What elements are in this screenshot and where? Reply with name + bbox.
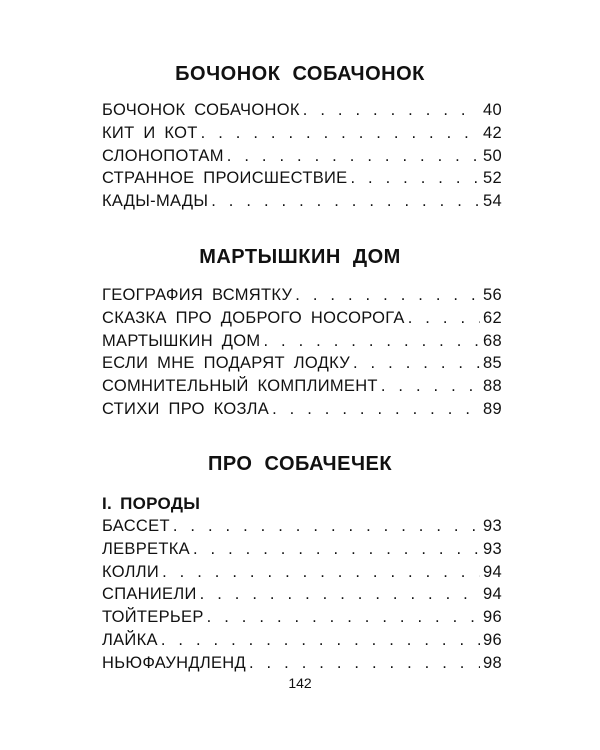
- toc-entry-page: 94: [483, 562, 502, 581]
- toc-entry: [102, 583, 502, 606]
- toc-entry-page: 88: [483, 377, 502, 396]
- toc-entry-page: 54: [483, 192, 502, 211]
- toc-entry: [102, 122, 502, 145]
- toc-entry-title: СОМНИТЕЛЬНЫЙ КОМПЛИМЕНТ: [102, 377, 378, 396]
- toc-leader-dots: [272, 398, 480, 421]
- toc-entry: [102, 629, 502, 652]
- toc-leader-dots: [263, 330, 480, 353]
- toc-entry-page: 93: [483, 517, 502, 535]
- toc-entry-page: 89: [483, 399, 502, 418]
- toc-entry-page: 94: [483, 585, 502, 604]
- toc-leader-dots: [295, 284, 480, 307]
- toc-entry-title: СТРАННОЕ ПРОИСШЕСТВИЕ: [102, 169, 348, 188]
- toc-leader-dots: [200, 583, 480, 606]
- toc-entry-title: НЬЮФАУНДЛЕНД: [102, 653, 246, 672]
- toc-leader-dots: [408, 307, 480, 330]
- toc-entry: [102, 515, 502, 538]
- toc-leader-dots: [381, 375, 480, 398]
- toc-list-porody: [102, 515, 502, 675]
- toc-entry: [102, 190, 502, 213]
- toc-entry: [102, 375, 502, 398]
- toc-entry-title: БАССЕТ: [102, 517, 170, 535]
- toc-entry-title: СТИХИ ПРО КОЗЛА: [102, 399, 270, 418]
- toc-entry: [102, 652, 502, 675]
- toc-entry-page: 98: [483, 653, 502, 672]
- toc-entry: [102, 561, 502, 584]
- toc-entry: [102, 307, 502, 330]
- toc-entry-page: 50: [483, 146, 502, 165]
- toc-entry-title: ГЕОГРАФИЯ ВСМЯТКУ: [102, 286, 293, 304]
- toc-entry-title: БОЧОНОК СОБАЧОНОК: [102, 101, 300, 119]
- toc-list-martyshkin: [102, 284, 502, 421]
- toc-entry: [102, 398, 502, 421]
- toc-leader-dots: [162, 561, 480, 584]
- toc-leader-dots: [207, 606, 480, 629]
- toc-entry-title: ЛАЙКА: [102, 630, 158, 649]
- toc-entry-title: МАРТЫШКИН ДОМ: [102, 331, 261, 350]
- toc-entry: [102, 99, 502, 122]
- section-title-bochonok: БОЧОНОК СОБАЧОНОК: [175, 63, 425, 85]
- toc-leader-dots: [303, 99, 480, 122]
- toc-entry-title: ТОЙТЕРЬЕР: [102, 608, 204, 627]
- toc-entry-page: 40: [483, 101, 502, 119]
- page-number: 142: [288, 675, 312, 691]
- toc-leader-dots: [350, 167, 480, 190]
- section-title-martyshkin: МАРТЫШКИН ДОМ: [199, 246, 401, 268]
- toc-entry-page: 52: [483, 169, 502, 188]
- toc-leader-dots: [201, 122, 480, 145]
- toc-leader-dots: [249, 652, 480, 675]
- toc-entry-title: СПАНИЕЛИ: [102, 585, 197, 604]
- toc-entry-page: 42: [483, 123, 502, 142]
- toc-entry-page: 68: [483, 331, 502, 350]
- subsection-title-porody: I. ПОРОДЫ: [102, 494, 201, 513]
- toc-entry: [102, 606, 502, 629]
- toc-entry-page: 56: [483, 286, 502, 304]
- toc-leader-dots: [161, 629, 480, 652]
- toc-entry-page: 96: [483, 630, 502, 649]
- toc-entry-title: КИТ И КОТ: [102, 123, 198, 142]
- toc-entry-title: ЛЕВРЕТКА: [102, 539, 190, 558]
- section-title-pro-sobachechek: ПРО СОБАЧЕЧЕК: [207, 453, 393, 475]
- toc-entry-page: 93: [483, 539, 502, 558]
- toc-leader-dots: [173, 515, 480, 538]
- toc-leader-dots: [353, 352, 480, 375]
- toc-entry-title: ЕСЛИ МНЕ ПОДАРЯТ ЛОДКУ: [102, 354, 350, 373]
- toc-entry: [102, 352, 502, 375]
- toc-entry-title: КАДЫ-МАДЫ: [102, 192, 209, 211]
- toc-entry-page: 62: [483, 308, 502, 327]
- toc-entry-title: СКАЗКА ПРО ДОБРОГО НОСОРОГА: [102, 308, 405, 327]
- toc-entry-page: 96: [483, 608, 502, 627]
- toc-entry: [102, 284, 502, 307]
- toc-entry-title: СЛОНОПОТАМ: [102, 146, 224, 165]
- toc-entry: [102, 538, 502, 561]
- toc-entry: [102, 167, 502, 190]
- toc-leader-dots: [211, 190, 480, 213]
- toc-entry: [102, 145, 502, 168]
- toc-list-bochonok: [102, 99, 502, 213]
- toc-entry-page: 85: [483, 354, 502, 373]
- toc-entry: [102, 330, 502, 353]
- toc-leader-dots: [227, 145, 480, 168]
- toc-leader-dots: [193, 538, 480, 561]
- toc-entry-title: КОЛЛИ: [102, 562, 160, 581]
